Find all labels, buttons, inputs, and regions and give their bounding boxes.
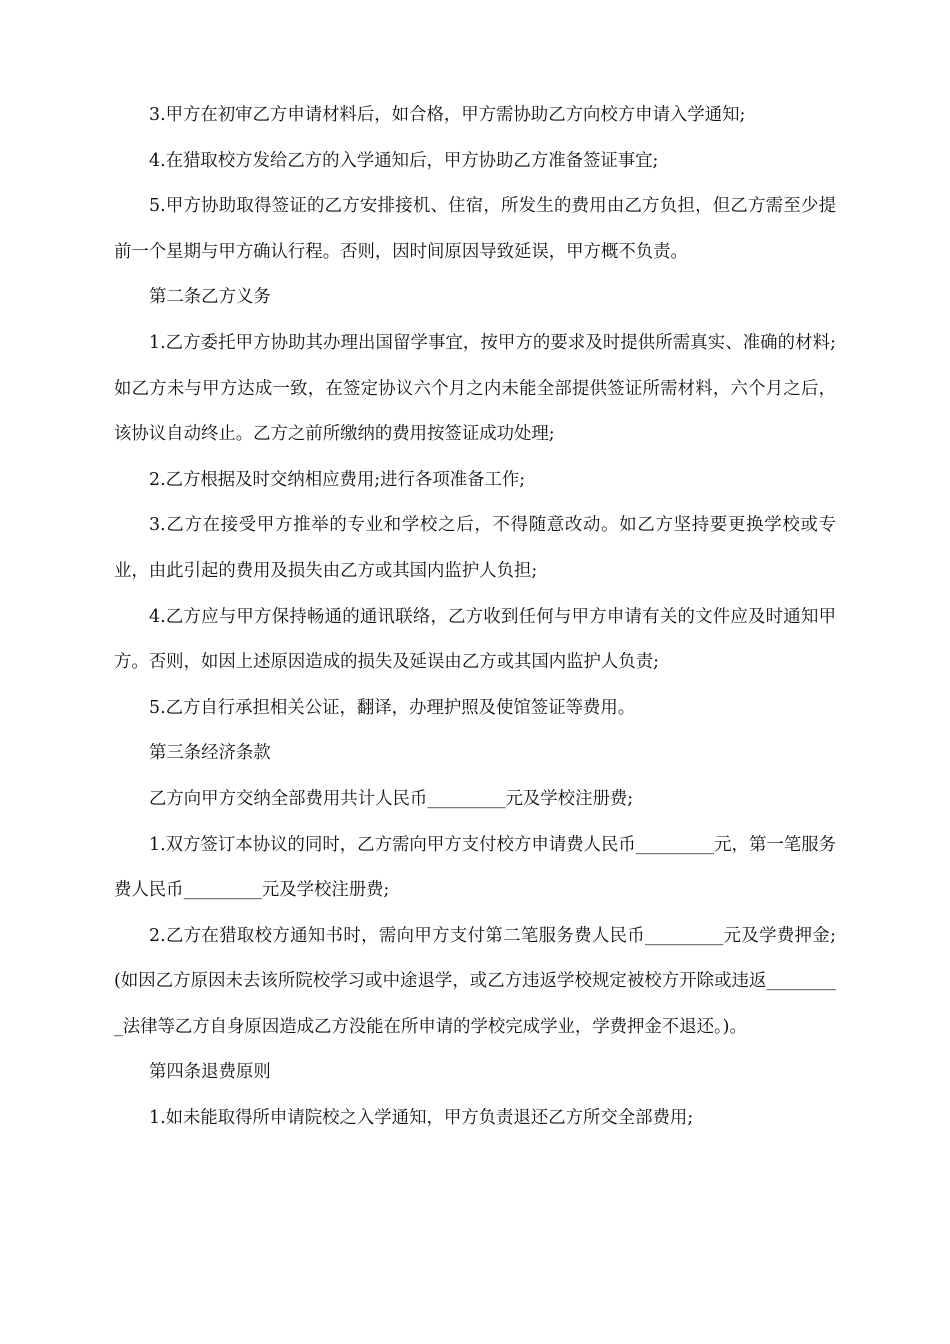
clause-3-pre-review: 3.甲方在初审乙方申请材料后，如合格，甲方需协助乙方向校方申请入学通知; — [149, 105, 746, 125]
section-heading-article-3: 第三条经济条款 — [149, 743, 271, 764]
clause-d1-refund: 1.如未能取得所申请院校之入学通知，甲方负责退还乙方所交全部费用; — [149, 1108, 694, 1129]
clause-4-visa-prep: 4.在猎取校方发给乙方的入学通知后，甲方协助乙方准备签证事宜; — [149, 150, 659, 171]
section-heading-article-4: 第四条退费原则 — [149, 1062, 271, 1083]
clause-b4-communication: 4.乙方应与甲方保持畅通的通讯联络，乙方收到任何与甲方申请有关的文件应及时通知甲方。否则，如因上述原因造成的损失及延误由乙方或其国内监护人负责; — [114, 606, 836, 673]
document-page — [114, 93, 836, 1142]
section-heading-article-2: 第二条乙方义务 — [149, 287, 271, 308]
clause-5-pickup-lodging: 5.甲方协助取得签证的乙方安排接机、住宿，所发生的费用由乙方负担，但乙方需至少提前一个星期与甲方确认行程。否则，因时间原因导致延误，甲方概不负责。 — [114, 196, 836, 262]
clause-c2-second-payment: 2.乙方在猎取校方通知书时，需向甲方支付第二笔服务费人民币_________元及学费押金;(如因乙方原因未去该所院校学习或中途退学，或乙方违返学校规定被校方开除或违返_________法律等乙方自身原因造成乙方没能在所申请的学校完成学业，学费押金不退还。)。 — [114, 925, 836, 1037]
clause-c1-first-payment: 1.双方签订本协议的同时，乙方需向甲方支付校方申请费人民币_________元，第一笔服务费人民币_________元及学校注册费; — [114, 834, 836, 901]
clause-b2-fees: 2.乙方根据及时交纳相应费用;进行各项准备工作; — [149, 469, 526, 490]
clause-b5-own-costs: 5.乙方自行承担相关公证，翻译，办理护照及使馆签证等费用。 — [149, 697, 636, 718]
clause-total-fee: 乙方向甲方交纳全部费用共计人民币_________元及学校注册费; — [149, 788, 634, 809]
clause-b1-materials: 1.乙方委托甲方协助其办理出国留学事宜，按甲方的要求及时提供所需真实、准确的材料;如乙方未与甲方达成一致，在签定协议六个月之内未能全部提供签证所需材料，六个月之后，该协议自动终止。乙方之前所缴纳的费用按签证成功处理; — [114, 332, 836, 445]
clause-b3-no-change: 3.乙方在接受甲方推举的专业和学校之后，不得随意改动。如乙方坚持要更换学校或专业，由此引起的费用及损失由乙方或其国内监护人负担; — [114, 515, 836, 581]
